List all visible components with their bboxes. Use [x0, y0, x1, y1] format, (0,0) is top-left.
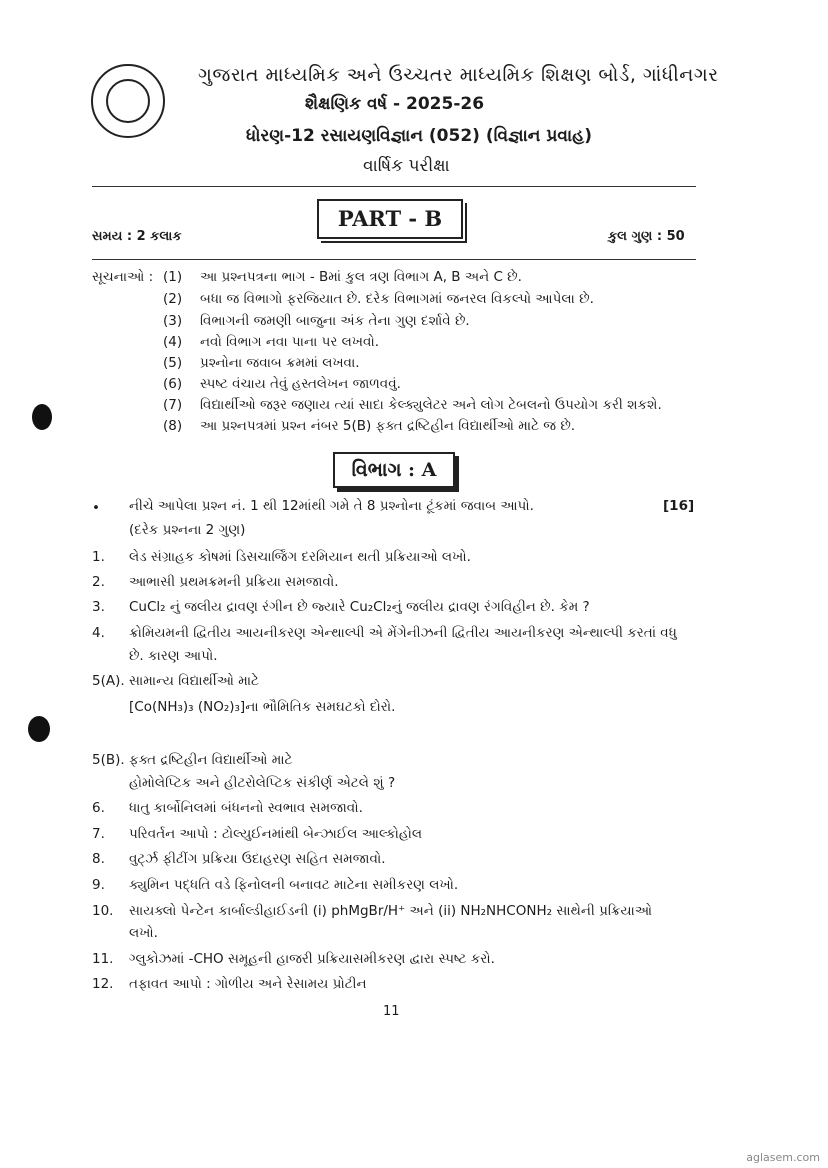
question-number: 8.	[92, 851, 105, 867]
question-number: 10.	[92, 903, 114, 919]
directive-bullet: •	[92, 500, 100, 516]
instruction-text: પ્રશ્નોના જવાબ ક્રમમાં લખવા.	[200, 355, 360, 371]
question-number: 11.	[92, 951, 114, 967]
board-seal-logo	[91, 64, 165, 138]
question-text-continued: [Co(NH₃)₃ (NO₂)₃]ના ભૌમિતિક સમઘટકો દોરો.	[129, 699, 396, 715]
question-text: ધાતુ કાર્બોનિલમાં બંધનનો સ્વભાવ સમજાવો.	[129, 800, 363, 816]
instruction-text: બધા જ વિભાગો ફરજિયાત છે. દરેક વિભાગમાં જનરલ વિકલ્પો આપેલા છે.	[200, 291, 594, 307]
question-text: પરિવર્તન આપો : ટોલ્યુઈનમાંથી બેન્ઝાઈલ આલ્કોહોલ	[129, 826, 423, 842]
instruction-number: (6)	[163, 376, 183, 392]
section-label: વિભાગ : A	[333, 452, 455, 488]
scan-smudge	[28, 716, 50, 742]
subject-title: ધોરણ-12 રસાયણવિજ્ઞાન (052) (વિજ્ઞાન પ્રવાહ)	[246, 126, 592, 146]
instruction-text: વિભાગની જમણી બાજુના અંક તેના ગુણ દર્શાવે છે.	[200, 313, 470, 329]
question-text: ફક્ત દ્રષ્ટિહીન વિદ્યાર્થીઓ માટે	[129, 752, 293, 768]
instruction-number: (2)	[163, 291, 183, 307]
question-number: 12.	[92, 976, 114, 992]
question-text: આભાસી પ્રથમક્રમની પ્રક્રિયા સમજાવો.	[129, 574, 339, 590]
scan-smudge	[32, 404, 52, 430]
question-number: 4.	[92, 625, 105, 641]
directive-note: (દરેક પ્રશ્નના 2 ગુણ)	[129, 522, 246, 538]
question-text: ક્યુમિન પદ્ધતિ વડે ફિનોલની બનાવટ માટેના સમીકરણ લખો.	[129, 877, 459, 893]
instruction-number: (5)	[163, 355, 183, 371]
question-text: ગ્લુકોઝમાં -CHO સમૂહની હાજરી પ્રક્રિયાસમીકરણ દ્વારા સ્પષ્ટ કરો.	[129, 951, 495, 967]
part-label: PART - B	[317, 199, 463, 239]
directive-marks: [16]	[663, 498, 695, 514]
question-text-continued: છે. કારણ આપો.	[129, 648, 218, 664]
watermark: aglasem.com	[746, 1151, 820, 1164]
question-number: 9.	[92, 877, 105, 893]
question-text: તફાવત આપો : ગોળીય અને રેસામય પ્રોટીન	[129, 976, 367, 992]
directive-text: નીચે આપેલા પ્રશ્ન નં. 1 થી 12માંથી ગમે તે 8 પ્રશ્નોના ટૂંકમાં જવાબ આપો.	[129, 498, 534, 514]
question-text-continued: લખો.	[129, 925, 158, 941]
board-name: ગુજરાત માધ્યમિક અને ઉચ્ચતર માધ્યમિક શિક્ષણ બોર્ડ, ગાંધીનગર	[198, 64, 719, 86]
instruction-number: (3)	[163, 313, 183, 329]
instruction-text: સ્પષ્ટ વંચાય તેવું હસ્તલેખન જાળવવું.	[200, 376, 401, 392]
question-text: CuCl₂ નું જલીય દ્રાવણ રંગીન છે જ્યારે Cu₂Cl₂નું જલીય દ્રાવણ રંગવિહીન છે. કેમ ?	[129, 599, 590, 615]
question-text: સામાન્ય વિદ્યાર્થીઓ માટે	[129, 673, 259, 689]
question-text: લેડ સંગ્રાહક કોષમાં ડિસચાર્જિંગ દરમિયાન થતી પ્રક્રિયાઓ લખો.	[129, 549, 471, 565]
question-number: 7.	[92, 826, 105, 842]
total-marks: કુલ ગુણ : 50	[608, 229, 685, 244]
time-label: સમય : 2 કલાક	[92, 229, 182, 244]
question-text: ક્રોમિયમની દ્વિતીય આયનીકરણ એન્થાલ્પી એ મેંગેનીઝની દ્વિતીય આયનીકરણ એન્થાલ્પી કરતાં વધુ	[129, 625, 677, 641]
instruction-number: (4)	[163, 334, 183, 350]
question-number: 3.	[92, 599, 105, 615]
question-number: 2.	[92, 574, 105, 590]
exam-type: વાર્ષિક પરીક્ષા	[363, 156, 450, 176]
instruction-number: (7)	[163, 397, 183, 413]
page-number: 11	[383, 1004, 400, 1019]
instruction-number: (8)	[163, 418, 183, 434]
academic-year: શૈક્ષણિક વર્ષ - 2025-26	[305, 94, 485, 114]
instruction-number: (1)	[163, 269, 183, 285]
instruction-text: આ પ્રશ્નપત્રના ભાગ - Bમાં કુલ ત્રણ વિભાગ A, B અને C છે.	[200, 269, 522, 285]
question-text-continued: હોમોલેપ્ટિક અને હીટરોલેપ્ટિક સંકીર્ણ એટલે શું ?	[129, 775, 396, 791]
instruction-text: વિદ્યાર્થીઓ જરૂર જણાય ત્યાં સાદા કેલ્ક્યુલેટર અને લોગ ટેબલનો ઉપયોગ કરી શકશે.	[200, 397, 662, 413]
meta-divider	[92, 259, 696, 260]
instruction-text: નવો વિભાગ નવા પાના પર લખવો.	[200, 334, 380, 350]
question-text: વુર્ટ્ઝ ફીટીંગ પ્રક્રિયા ઉદાહરણ સહિત સમજાવો.	[129, 851, 386, 867]
question-number: 5(A).	[92, 673, 125, 689]
question-text: સાયક્લો પેન્ટેન કાર્બાલ્ડીહાઈડની (i) phMgBr/H⁺ અને (ii) NH₂NHCONH₂ સાથેની પ્રક્રિયાઓ	[129, 903, 653, 919]
instruction-text: આ પ્રશ્નપત્રમાં પ્રશ્ન નંબર 5(B) ફક્ત દ્રષ્ટિહીન વિદ્યાર્થીઓ માટે જ છે.	[200, 418, 576, 434]
question-number: 1.	[92, 549, 105, 565]
header-divider	[92, 186, 696, 187]
question-number: 5(B).	[92, 752, 125, 768]
instructions-label: સૂચનાઓ :	[92, 269, 154, 285]
question-number: 6.	[92, 800, 105, 816]
